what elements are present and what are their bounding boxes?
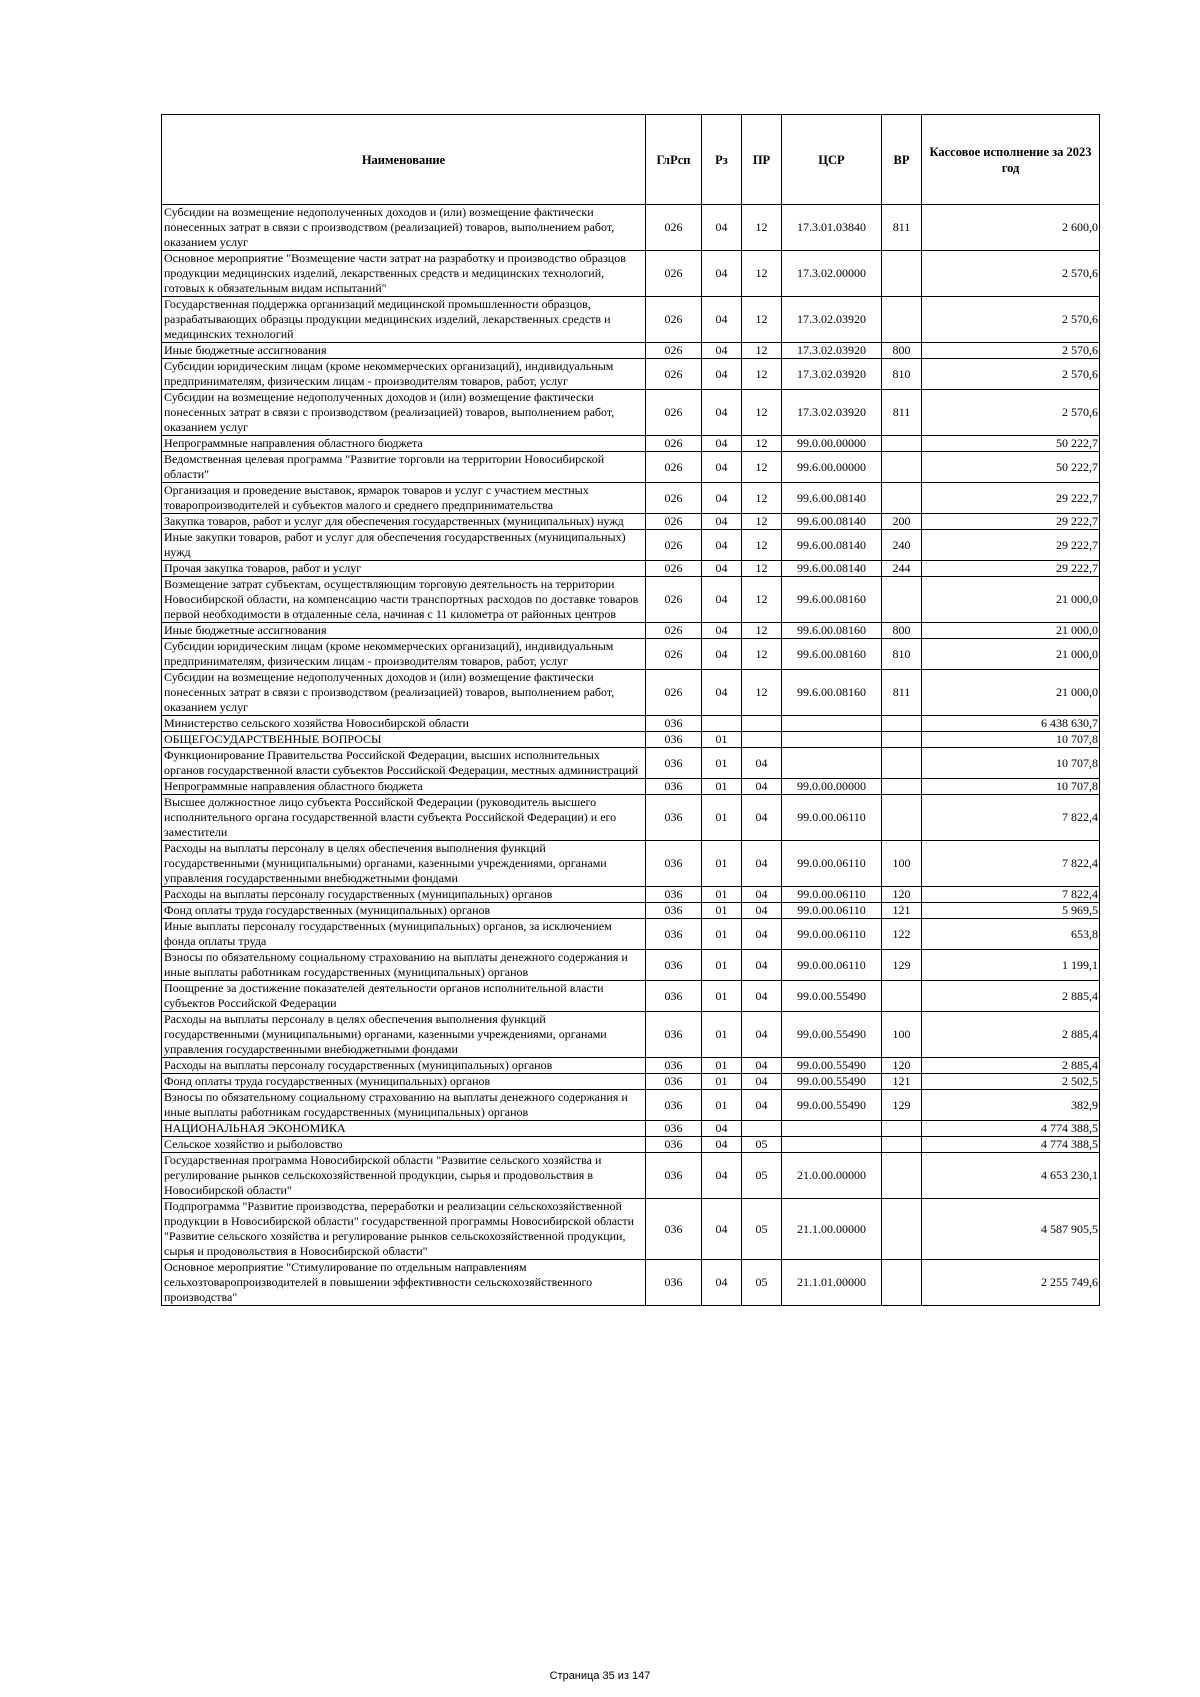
cell-vr: 244 — [882, 561, 922, 577]
cell-pr: 12 — [742, 205, 782, 251]
cell-pr: 04 — [742, 950, 782, 981]
cell-rz: 01 — [702, 748, 742, 779]
cell-csr: 99.0.00.00000 — [782, 436, 882, 452]
cell-name: Субсидии юридическим лицам (кроме некоммерческих организаций), индивидуальным предпринимателям, физическим лицам - производителям товаров, работ, услуг — [162, 639, 646, 670]
cell-name: Субсидии на возмещение недополученных доходов и (или) возмещение фактически понесенных затрат в связи с производством (реализацией) товаров, выполнением работ, оказанием услуг — [162, 205, 646, 251]
cell-rz: 04 — [702, 1121, 742, 1137]
table-row — [162, 841, 1100, 887]
cell-rz: 01 — [702, 981, 742, 1012]
cell-pr — [742, 1121, 782, 1137]
header-vr: ВР — [882, 115, 922, 205]
cell-name: Иные закупки товаров, работ и услуг для обеспечения государственных (муниципальных) нужд — [162, 530, 646, 561]
cell-amount: 50 222,7 — [922, 436, 1100, 452]
table-row — [162, 1090, 1100, 1121]
cell-vr — [882, 732, 922, 748]
table-row — [162, 561, 1100, 577]
cell-rz — [702, 716, 742, 732]
cell-glrsp: 026 — [646, 483, 702, 514]
cell-amount: 6 438 630,7 — [922, 716, 1100, 732]
cell-csr: 99.0.00.06110 — [782, 887, 882, 903]
cell-csr: 17.3.02.03920 — [782, 343, 882, 359]
cell-pr: 12 — [742, 251, 782, 297]
table-row — [162, 950, 1100, 981]
cell-name: Подпрограмма "Развитие производства, переработки и реализации сельскохозяйственной продукции в Новосибирской области" государственной программы Новосибирской области "Развитие сельского хозяйства и регулирование рынков сельскохозяйственной продукции, сырья и продовольствия в Новосибирской области" — [162, 1199, 646, 1260]
cell-vr — [882, 251, 922, 297]
cell-pr: 04 — [742, 1012, 782, 1058]
cell-pr: 12 — [742, 343, 782, 359]
cell-csr: 99.0.00.55490 — [782, 1090, 882, 1121]
cell-csr: 99.6.00.08140 — [782, 514, 882, 530]
cell-csr: 99.0.00.06110 — [782, 919, 882, 950]
cell-vr — [882, 1121, 922, 1137]
cell-vr: 810 — [882, 639, 922, 670]
cell-vr — [882, 577, 922, 623]
cell-pr: 12 — [742, 452, 782, 483]
cell-vr: 100 — [882, 1012, 922, 1058]
cell-glrsp: 036 — [646, 1090, 702, 1121]
cell-vr: 121 — [882, 903, 922, 919]
table-row — [162, 748, 1100, 779]
cell-rz: 01 — [702, 903, 742, 919]
header-amount: Кассовое исполнение за 2023 год — [922, 115, 1100, 205]
cell-pr: 12 — [742, 530, 782, 561]
cell-vr — [882, 1199, 922, 1260]
cell-amount: 4 774 388,5 — [922, 1137, 1100, 1153]
cell-glrsp: 036 — [646, 779, 702, 795]
cell-glrsp: 026 — [646, 205, 702, 251]
cell-name: Иные бюджетные ассигнования — [162, 623, 646, 639]
cell-name: Иные выплаты персоналу государственных (муниципальных) органов, за исключением фонда оплаты труда — [162, 919, 646, 950]
cell-amount: 2 600,0 — [922, 205, 1100, 251]
cell-pr: 12 — [742, 561, 782, 577]
cell-csr: 99.6.00.08160 — [782, 639, 882, 670]
cell-rz: 04 — [702, 359, 742, 390]
table-row — [162, 390, 1100, 436]
page-number: Страница 35 из 147 — [549, 1670, 651, 1682]
cell-glrsp: 026 — [646, 561, 702, 577]
cell-rz: 01 — [702, 1058, 742, 1074]
cell-pr: 12 — [742, 577, 782, 623]
table-row — [162, 297, 1100, 343]
cell-amount: 2 502,5 — [922, 1074, 1100, 1090]
cell-pr: 05 — [742, 1137, 782, 1153]
cell-name: Расходы на выплаты персоналу в целях обеспечения выполнения функций государственными (муниципальными) органами, казенными учреждениями, органами управления государственными внебюджетными фондами — [162, 1012, 646, 1058]
table-row — [162, 732, 1100, 748]
table-row — [162, 795, 1100, 841]
cell-pr: 04 — [742, 1074, 782, 1090]
cell-csr: 21.1.00.00000 — [782, 1199, 882, 1260]
cell-amount: 29 222,7 — [922, 483, 1100, 514]
cell-glrsp: 036 — [646, 981, 702, 1012]
table-row — [162, 623, 1100, 639]
table-row — [162, 1074, 1100, 1090]
cell-rz: 04 — [702, 436, 742, 452]
cell-csr: 99.0.00.06110 — [782, 950, 882, 981]
table-row — [162, 514, 1100, 530]
table-row — [162, 1137, 1100, 1153]
cell-glrsp: 036 — [646, 1058, 702, 1074]
cell-rz: 01 — [702, 887, 742, 903]
cell-amount: 10 707,8 — [922, 732, 1100, 748]
cell-amount: 2 885,4 — [922, 1058, 1100, 1074]
header-name: Наименование — [162, 115, 646, 205]
cell-rz: 04 — [702, 670, 742, 716]
cell-vr: 121 — [882, 1074, 922, 1090]
cell-name: Субсидии на возмещение недополученных доходов и (или) возмещение фактически понесенных затрат в связи с производством (реализацией) товаров, выполнением работ, оказанием услуг — [162, 670, 646, 716]
cell-amount: 29 222,7 — [922, 530, 1100, 561]
cell-rz: 01 — [702, 1074, 742, 1090]
cell-rz: 01 — [702, 919, 742, 950]
table-row — [162, 716, 1100, 732]
cell-csr — [782, 732, 882, 748]
cell-amount: 21 000,0 — [922, 577, 1100, 623]
cell-vr — [882, 1153, 922, 1199]
cell-name: Иные бюджетные ассигнования — [162, 343, 646, 359]
cell-name: Государственная поддержка организаций медицинской промышленности образцов, разрабатывающих образцы продукции медицинских изделий, лекарственных средств и медицинских технологий — [162, 297, 646, 343]
table-row — [162, 530, 1100, 561]
cell-amount: 2 570,6 — [922, 297, 1100, 343]
table-row — [162, 436, 1100, 452]
cell-vr: 811 — [882, 205, 922, 251]
cell-pr: 04 — [742, 779, 782, 795]
cell-vr: 800 — [882, 623, 922, 639]
table-row — [162, 577, 1100, 623]
cell-rz: 04 — [702, 577, 742, 623]
cell-amount: 2 570,6 — [922, 251, 1100, 297]
cell-glrsp: 026 — [646, 359, 702, 390]
cell-vr: 129 — [882, 1090, 922, 1121]
cell-csr: 99.6.00.08160 — [782, 577, 882, 623]
header-glrsp: ГлРсп — [646, 115, 702, 205]
cell-amount: 653,8 — [922, 919, 1100, 950]
cell-name: Высшее должностное лицо субъекта Российской Федерации (руководитель высшего исполнительного органа государственной власти субъекта Российской Федерации) и его заместители — [162, 795, 646, 841]
cell-rz: 01 — [702, 732, 742, 748]
cell-amount: 7 822,4 — [922, 887, 1100, 903]
cell-glrsp: 036 — [646, 716, 702, 732]
cell-pr: 12 — [742, 359, 782, 390]
cell-csr: 99.6.00.08140 — [782, 561, 882, 577]
cell-csr: 99.0.00.06110 — [782, 841, 882, 887]
cell-csr: 17.3.02.03920 — [782, 359, 882, 390]
cell-glrsp: 036 — [646, 919, 702, 950]
cell-name: Основное мероприятие "Стимулирование по отдельным направлениям сельхозтоваропроизводителей в повышении эффективности сельскохозяйственного производства" — [162, 1260, 646, 1306]
cell-amount: 2 255 749,6 — [922, 1260, 1100, 1306]
cell-rz: 04 — [702, 297, 742, 343]
cell-vr: 811 — [882, 670, 922, 716]
cell-pr: 04 — [742, 1058, 782, 1074]
cell-name: Субсидии на возмещение недополученных доходов и (или) возмещение фактически понесенных затрат в связи с производством (реализацией) товаров, выполнением работ, оказанием услуг — [162, 390, 646, 436]
cell-amount: 4 587 905,5 — [922, 1199, 1100, 1260]
table-row — [162, 1058, 1100, 1074]
table-row — [162, 887, 1100, 903]
cell-name: Поощрение за достижение показателей деятельности органов исполнительной власти субъектов Российской Федерации — [162, 981, 646, 1012]
cell-glrsp: 026 — [646, 436, 702, 452]
cell-rz: 04 — [702, 623, 742, 639]
header-csr: ЦСР — [782, 115, 882, 205]
cell-amount: 1 199,1 — [922, 950, 1100, 981]
cell-rz: 04 — [702, 530, 742, 561]
cell-name: Закупка товаров, работ и услуг для обеспечения государственных (муниципальных) нужд — [162, 514, 646, 530]
cell-csr: 99.0.00.55490 — [782, 1074, 882, 1090]
cell-csr: 17.3.02.00000 — [782, 251, 882, 297]
table-row — [162, 343, 1100, 359]
cell-pr: 04 — [742, 841, 782, 887]
cell-name: Прочая закупка товаров, работ и услуг — [162, 561, 646, 577]
table-row — [162, 452, 1100, 483]
cell-name: Субсидии юридическим лицам (кроме некоммерческих организаций), индивидуальным предпринимателям, физическим лицам - производителям товаров, работ, услуг — [162, 359, 646, 390]
cell-csr: 21.1.01.00000 — [782, 1260, 882, 1306]
cell-glrsp: 036 — [646, 1137, 702, 1153]
cell-amount: 7 822,4 — [922, 795, 1100, 841]
cell-csr: 99.0.00.06110 — [782, 903, 882, 919]
cell-amount: 21 000,0 — [922, 670, 1100, 716]
cell-glrsp: 026 — [646, 343, 702, 359]
cell-name: Непрограммные направления областного бюджета — [162, 779, 646, 795]
table-row — [162, 670, 1100, 716]
table-body — [162, 205, 1100, 1306]
cell-name: Расходы на выплаты персоналу в целях обеспечения выполнения функций государственными (муниципальными) органами, казенными учреждениями, органами управления государственными внебюджетными фондами — [162, 841, 646, 887]
cell-pr: 12 — [742, 639, 782, 670]
cell-name: ОБЩЕГОСУДАРСТВЕННЫЕ ВОПРОСЫ — [162, 732, 646, 748]
cell-name: Министерство сельского хозяйства Новосибирской области — [162, 716, 646, 732]
table-row — [162, 903, 1100, 919]
cell-vr — [882, 748, 922, 779]
cell-pr: 04 — [742, 1090, 782, 1121]
cell-pr: 12 — [742, 483, 782, 514]
cell-name: НАЦИОНАЛЬНАЯ ЭКОНОМИКА — [162, 1121, 646, 1137]
cell-vr — [882, 1260, 922, 1306]
cell-amount: 29 222,7 — [922, 514, 1100, 530]
cell-csr: 99.0.00.06110 — [782, 795, 882, 841]
table-row — [162, 779, 1100, 795]
cell-glrsp: 026 — [646, 514, 702, 530]
cell-pr: 04 — [742, 887, 782, 903]
cell-name: Расходы на выплаты персоналу государственных (муниципальных) органов — [162, 887, 646, 903]
cell-glrsp: 036 — [646, 841, 702, 887]
cell-amount: 50 222,7 — [922, 452, 1100, 483]
table-row — [162, 251, 1100, 297]
cell-csr: 99.0.00.00000 — [782, 779, 882, 795]
cell-amount: 2 570,6 — [922, 359, 1100, 390]
cell-pr: 04 — [742, 795, 782, 841]
cell-rz: 01 — [702, 950, 742, 981]
table-row — [162, 919, 1100, 950]
cell-csr — [782, 1121, 882, 1137]
cell-glrsp: 026 — [646, 452, 702, 483]
cell-rz: 04 — [702, 1153, 742, 1199]
cell-rz: 04 — [702, 1137, 742, 1153]
cell-csr: 21.0.00.00000 — [782, 1153, 882, 1199]
cell-glrsp: 036 — [646, 1260, 702, 1306]
table-row — [162, 1199, 1100, 1260]
cell-rz: 01 — [702, 779, 742, 795]
cell-name: Взносы по обязательному социальному страхованию на выплаты денежного содержания и иные выплаты работникам государственных (муниципальных) органов — [162, 1090, 646, 1121]
cell-vr: 120 — [882, 887, 922, 903]
table-row — [162, 483, 1100, 514]
table-header-row — [162, 115, 1100, 205]
cell-pr: 04 — [742, 748, 782, 779]
cell-amount: 4 774 388,5 — [922, 1121, 1100, 1137]
cell-vr: 810 — [882, 359, 922, 390]
cell-pr: 12 — [742, 514, 782, 530]
cell-glrsp: 036 — [646, 1153, 702, 1199]
cell-vr: 811 — [882, 390, 922, 436]
cell-glrsp: 036 — [646, 1121, 702, 1137]
cell-csr — [782, 748, 882, 779]
cell-glrsp: 036 — [646, 1012, 702, 1058]
cell-amount: 2 885,4 — [922, 981, 1100, 1012]
cell-rz: 04 — [702, 205, 742, 251]
cell-rz: 04 — [702, 251, 742, 297]
cell-csr: 99.6.00.08160 — [782, 670, 882, 716]
cell-pr: 12 — [742, 436, 782, 452]
cell-rz: 01 — [702, 795, 742, 841]
cell-glrsp: 036 — [646, 887, 702, 903]
cell-vr: 122 — [882, 919, 922, 950]
cell-vr — [882, 981, 922, 1012]
cell-vr: 240 — [882, 530, 922, 561]
cell-name: Возмещение затрат субъектам, осуществляющим торговую деятельность на территории Новосибирской области, на компенсацию части транспортных расходов по доставке товаров первой необходимости в отдаленные села, начиная с 11 километра от районных центров — [162, 577, 646, 623]
cell-vr — [882, 297, 922, 343]
table-row — [162, 639, 1100, 670]
cell-vr — [882, 483, 922, 514]
cell-rz: 04 — [702, 452, 742, 483]
cell-pr — [742, 732, 782, 748]
cell-rz: 04 — [702, 343, 742, 359]
cell-csr: 17.3.02.03920 — [782, 390, 882, 436]
cell-amount: 2 570,6 — [922, 343, 1100, 359]
cell-name: Непрограммные направления областного бюджета — [162, 436, 646, 452]
cell-vr — [882, 795, 922, 841]
cell-amount: 4 653 230,1 — [922, 1153, 1100, 1199]
cell-amount: 21 000,0 — [922, 623, 1100, 639]
cell-rz: 04 — [702, 561, 742, 577]
table-row — [162, 359, 1100, 390]
cell-pr: 12 — [742, 623, 782, 639]
cell-csr: 99.0.00.55490 — [782, 1012, 882, 1058]
cell-name: Сельское хозяйство и рыболовство — [162, 1137, 646, 1153]
table-row — [162, 1012, 1100, 1058]
cell-glrsp: 036 — [646, 1074, 702, 1090]
cell-glrsp: 026 — [646, 639, 702, 670]
cell-glrsp: 026 — [646, 530, 702, 561]
cell-name: Фонд оплаты труда государственных (муниципальных) органов — [162, 1074, 646, 1090]
cell-csr: 99.0.00.55490 — [782, 1058, 882, 1074]
cell-csr: 99.0.00.55490 — [782, 981, 882, 1012]
table-row — [162, 1153, 1100, 1199]
cell-amount: 7 822,4 — [922, 841, 1100, 887]
cell-rz: 04 — [702, 483, 742, 514]
cell-glrsp: 026 — [646, 623, 702, 639]
cell-pr: 05 — [742, 1260, 782, 1306]
cell-name: Взносы по обязательному социальному страхованию на выплаты денежного содержания и иные выплаты работникам государственных (муниципальных) органов — [162, 950, 646, 981]
cell-pr — [742, 716, 782, 732]
cell-pr: 12 — [742, 670, 782, 716]
cell-glrsp: 036 — [646, 748, 702, 779]
cell-amount: 10 707,8 — [922, 748, 1100, 779]
cell-rz: 04 — [702, 639, 742, 670]
cell-name: Расходы на выплаты персоналу государственных (муниципальных) органов — [162, 1058, 646, 1074]
cell-amount: 2 570,6 — [922, 390, 1100, 436]
cell-pr: 05 — [742, 1199, 782, 1260]
cell-csr: 99.6.00.00000 — [782, 452, 882, 483]
cell-amount: 2 885,4 — [922, 1012, 1100, 1058]
cell-pr: 04 — [742, 981, 782, 1012]
cell-vr — [882, 779, 922, 795]
cell-name: Фонд оплаты труда государственных (муниципальных) органов — [162, 903, 646, 919]
cell-glrsp: 026 — [646, 577, 702, 623]
cell-pr: 04 — [742, 919, 782, 950]
cell-vr: 800 — [882, 343, 922, 359]
cell-vr: 120 — [882, 1058, 922, 1074]
header-pr: ПР — [742, 115, 782, 205]
cell-vr: 129 — [882, 950, 922, 981]
cell-name: Основное мероприятие "Возмещение части затрат на разработку и производство образцов продукции медицинских изделий, лекарственных средств и медицинских технологий, готовых к обязательным видам испытаний" — [162, 251, 646, 297]
cell-name: Организация и проведение выставок, ярмарок товаров и услуг с участием местных товаропроизводителей и субъектов малого и среднего предпринимательства — [162, 483, 646, 514]
cell-csr: 99.6.00.08140 — [782, 483, 882, 514]
cell-glrsp: 026 — [646, 670, 702, 716]
table-row — [162, 205, 1100, 251]
cell-csr: 99.6.00.08140 — [782, 530, 882, 561]
table-row — [162, 981, 1100, 1012]
cell-rz: 01 — [702, 1090, 742, 1121]
cell-vr — [882, 436, 922, 452]
cell-vr: 100 — [882, 841, 922, 887]
cell-rz: 04 — [702, 1199, 742, 1260]
cell-glrsp: 026 — [646, 390, 702, 436]
cell-csr — [782, 1137, 882, 1153]
cell-amount: 5 969,5 — [922, 903, 1100, 919]
cell-rz: 04 — [702, 390, 742, 436]
cell-vr — [882, 1137, 922, 1153]
cell-csr: 17.3.01.03840 — [782, 205, 882, 251]
cell-rz: 04 — [702, 1260, 742, 1306]
cell-glrsp: 036 — [646, 732, 702, 748]
cell-csr: 17.3.02.03920 — [782, 297, 882, 343]
budget-table — [161, 114, 1100, 1306]
cell-vr — [882, 452, 922, 483]
cell-pr: 12 — [742, 390, 782, 436]
cell-vr — [882, 716, 922, 732]
cell-glrsp: 036 — [646, 903, 702, 919]
cell-glrsp: 036 — [646, 1199, 702, 1260]
cell-glrsp: 026 — [646, 251, 702, 297]
cell-amount: 29 222,7 — [922, 561, 1100, 577]
header-rz: Рз — [702, 115, 742, 205]
cell-name: Функционирование Правительства Российской Федерации, высших исполнительных органов государственной власти субъектов Российской Федерации, местных администраций — [162, 748, 646, 779]
cell-glrsp: 026 — [646, 297, 702, 343]
cell-csr: 99.6.00.08160 — [782, 623, 882, 639]
cell-pr: 04 — [742, 903, 782, 919]
cell-name: Ведомственная целевая программа "Развитие торговли на территории Новосибирской области" — [162, 452, 646, 483]
cell-csr — [782, 716, 882, 732]
cell-rz: 04 — [702, 514, 742, 530]
cell-rz: 01 — [702, 1012, 742, 1058]
cell-amount: 382,9 — [922, 1090, 1100, 1121]
cell-pr: 05 — [742, 1153, 782, 1199]
cell-amount: 21 000,0 — [922, 639, 1100, 670]
cell-pr: 12 — [742, 297, 782, 343]
table-row — [162, 1260, 1100, 1306]
cell-glrsp: 036 — [646, 795, 702, 841]
table-row — [162, 1121, 1100, 1137]
cell-amount: 10 707,8 — [922, 779, 1100, 795]
cell-rz: 01 — [702, 841, 742, 887]
cell-name: Государственная программа Новосибирской области "Развитие сельского хозяйства и регулирование рынков сельскохозяйственной продукции, сырья и продовольствия в Новосибирской области" — [162, 1153, 646, 1199]
cell-glrsp: 036 — [646, 950, 702, 981]
cell-vr: 200 — [882, 514, 922, 530]
